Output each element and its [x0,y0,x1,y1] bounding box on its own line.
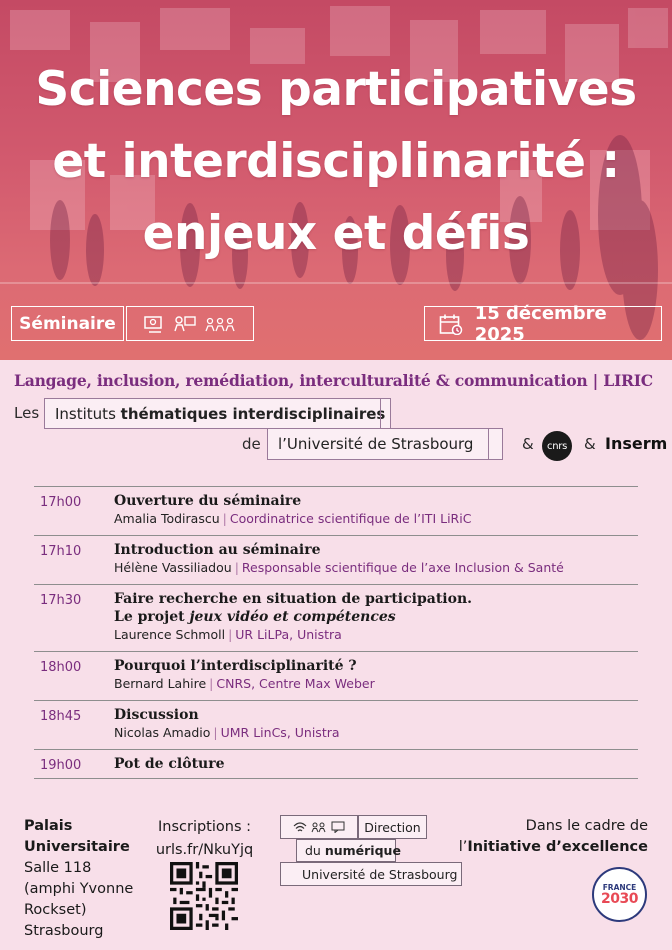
university-name: l’Université de Strasbourg [278,435,474,453]
cnrs-logo-text: cnrs [547,440,567,452]
idex-prefix: l’ [458,839,468,855]
program-role: Responsable scientifique de l’axe Inclusion & Santé [241,560,564,575]
hero-banner [0,0,672,360]
inserm-logo: Inserm [605,434,668,453]
group-icon [204,315,236,333]
chat-icon [331,821,345,833]
program-role: CNRS, Centre Max Weber [216,676,375,691]
institutes-box-tab [380,398,391,429]
wifi-icon [293,821,307,833]
event-title [0,54,672,270]
venue-line: Salle 118 [24,860,92,876]
program-role: UMR LinCs, Unistra [220,725,340,740]
venue-block [24,816,133,942]
program-row [34,652,638,701]
program-time: 18h45 [40,709,82,724]
university-box [267,428,503,460]
event-date: 15 décembre 2025 [474,302,607,345]
institutes-prefix: Instituts [55,404,121,423]
program-time: 17h10 [40,544,82,559]
program-role: UR LiLPa, Unistra [235,627,342,642]
university-box-tab [488,428,503,460]
program-title: Pot de clôture [114,756,225,772]
direction-label: Direction [364,819,421,835]
program-table [34,486,638,779]
institutes-bold: thématiques interdisciplinaires [120,404,386,423]
lab-heading: Langage, inclusion, remédiation, interculturalité & communication | LIRIC [14,371,653,390]
direction-university: Université de Strasbourg [302,866,458,882]
ampersand-1: & [522,435,534,453]
registration-label: Inscriptions : [157,819,251,835]
event-type-badge [11,306,124,341]
france-2030-logo [592,867,647,922]
venue-line: (amphi Yvonne [24,881,134,897]
idex-line-1: Dans le cadre de [525,818,648,834]
direction-university-box [280,862,462,886]
separator: | [234,560,239,575]
program-speaker: Nicolas Amadio [114,725,211,740]
program-title: Introduction au séminaire [114,542,321,558]
idex-block [440,816,648,858]
program-speaker: Bernard Lahire [114,676,207,691]
program-time: 17h30 [40,593,82,608]
venue-name-2: Universitaire [24,839,130,855]
program-title: Pourquoi l’interdisciplinarité ? [114,658,357,674]
program-row [34,750,638,779]
program-speaker: Laurence Schmoll [114,627,226,642]
numerique-prefix: du [305,843,325,858]
cnrs-logo [542,431,572,461]
idex-bold: Initiative d’excellence [467,839,648,855]
people-icon [311,821,327,833]
title-line-2: et interdisciplinarité : [52,134,620,189]
event-date-badge [424,302,662,345]
screen-chat-icon [144,315,166,333]
program-title-2-italic: jeux vidéo et compétences [189,609,396,625]
title-line-1: Sciences participatives [35,62,637,117]
program-role: Coordinatrice scientifique de l’ITI LiRiC [229,511,472,526]
program-row [34,536,638,585]
institutes-de: de [242,435,261,453]
venue-line: Strasbourg [24,923,104,939]
numerique-bold: numérique [324,843,401,858]
numerique-box [296,839,401,862]
program-row [34,487,638,536]
title-line-3: enjeux et défis [142,206,530,261]
program-title: Ouverture du séminaire [114,493,302,509]
event-type-label: Séminaire [19,313,116,334]
direction-label-box [358,815,427,839]
registration-block [152,816,257,862]
venue-name-1: Palais [24,818,73,834]
institutes-les: Les [14,404,40,422]
registration-url[interactable]: urls.fr/NkuYjq [155,842,254,858]
venue-line: Rockset) [24,902,87,918]
program-row [34,585,638,652]
separator: | [213,725,218,740]
program-title: Faire recherche en situation de participation. [114,591,472,607]
separator: | [209,676,214,691]
program-row [34,701,638,750]
format-icons [126,306,254,341]
qr-code[interactable] [170,862,238,930]
institutes-box [44,398,391,429]
separator: | [228,627,233,642]
program-time: 17h00 [40,495,82,510]
program-speaker: Hélène Vassiliadou [114,560,232,575]
direction-icons-box [280,815,358,839]
calendar-icon [439,313,463,335]
france-2030-bottom: 2030 [601,890,638,907]
program-title-2-prefix: Le projet [114,609,190,625]
program-time: 19h00 [40,758,82,773]
france-2030-top: FRANCE [602,882,637,892]
program-title: Discussion [114,707,199,723]
ampersand-2: & [584,435,596,453]
program-speaker: Amalia Todirascu [114,511,220,526]
separator: | [222,511,227,526]
program-time: 18h00 [40,660,82,675]
presenter-icon [173,315,197,333]
